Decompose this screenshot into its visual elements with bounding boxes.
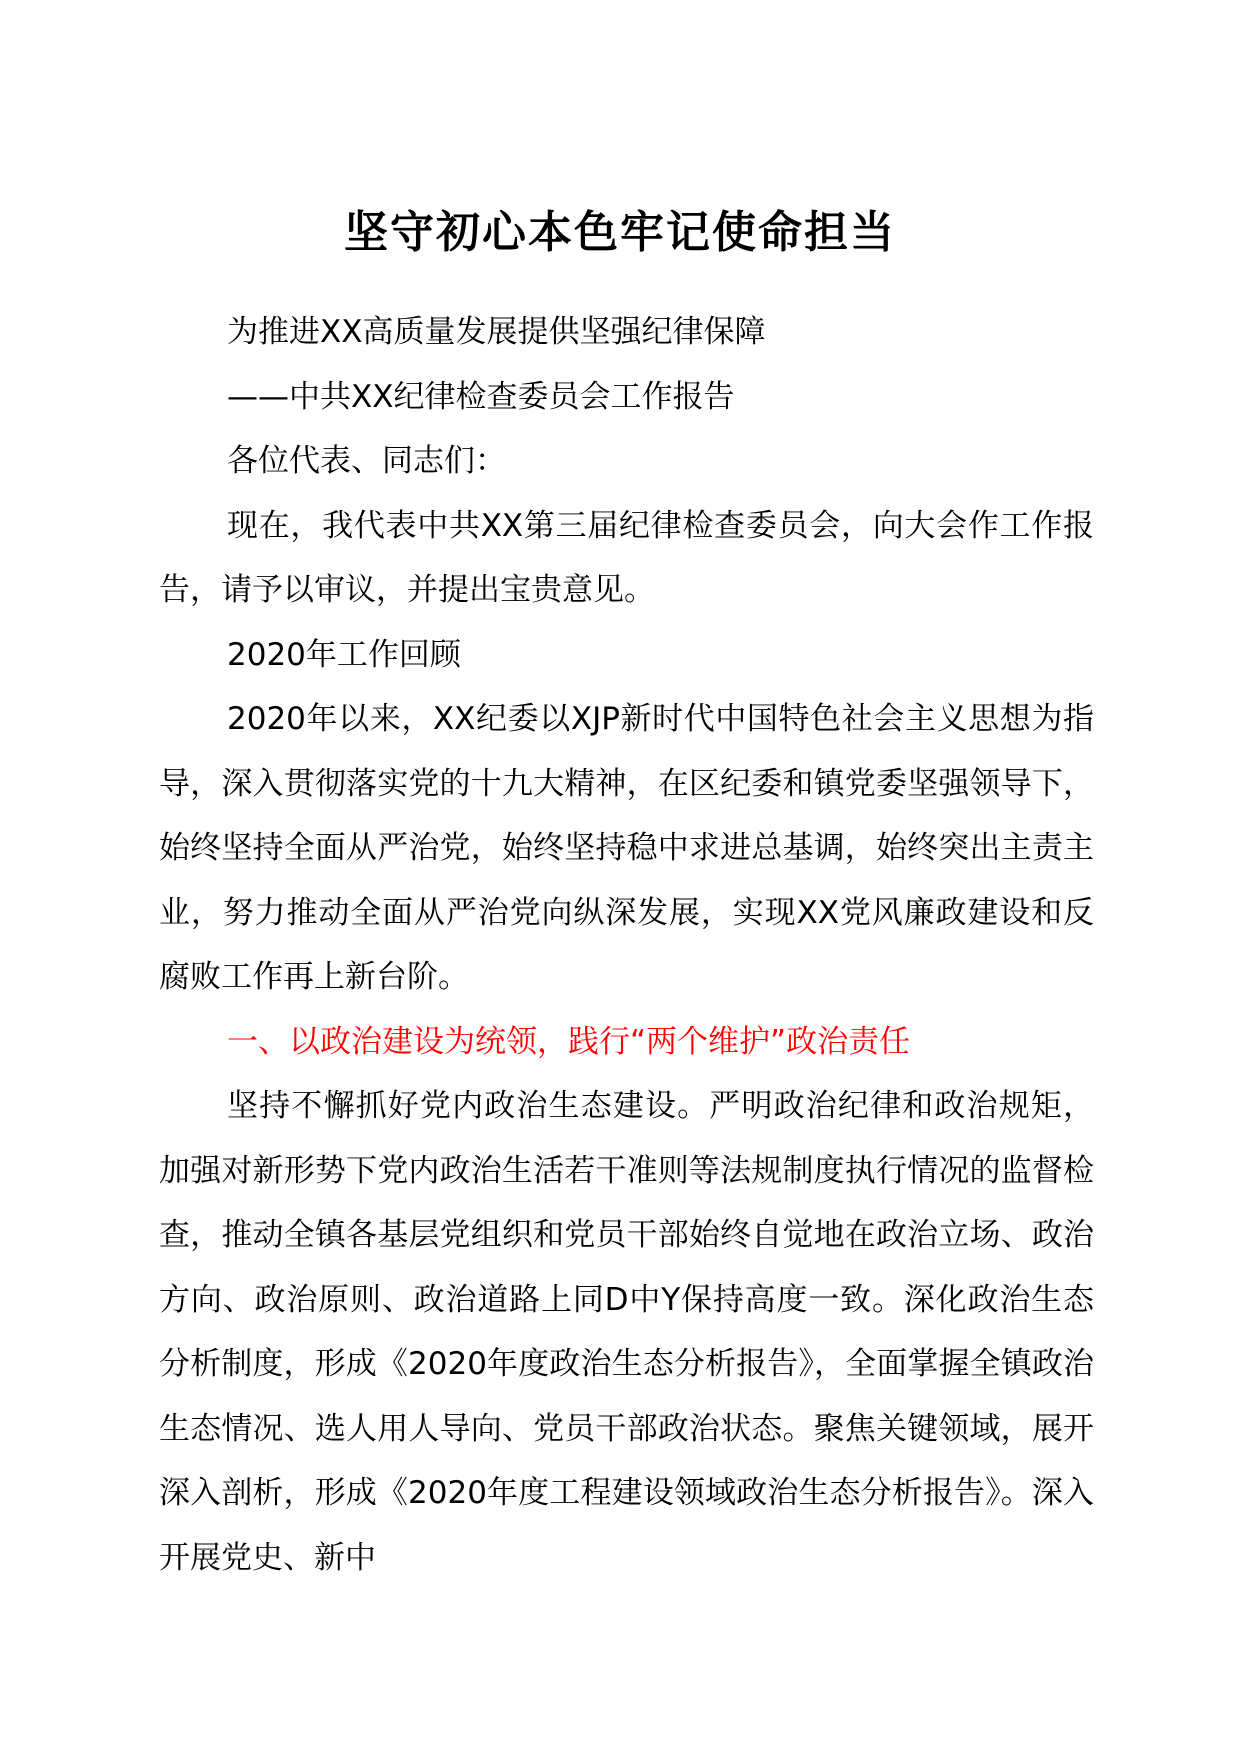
section-paragraph-1: 坚持不懈抓好党内政治生态建设。严明政治纪律和政治规矩，加强对新形势下党内政治生活若干准则等法规制度执行情况的监督检查，推动全镇各基层党组织和党员干部始终自觉地在政治立场、政治方向、政治原则、政治道路上同D中Y保持高度一致。深化政治生态分析制度，形成《2020年度政治生态分析报告》，全面掌握全镇政治生态情况、选人用人导向、党员干部政治状态。聚焦关键领域，展开深入剖析，形成《2020年度工程建设领域政治生态分析报告》。深入开展党史、新中 — [159, 1088, 1094, 1576]
intro-paragraph: 现在，我代表中共XX第三届纪律检查委员会，向大会作工作报告，请予以审议，并提出宝贵意见。 — [159, 507, 1094, 608]
document-body — [159, 300, 1094, 1590]
review-heading: 2020年工作回顾 — [227, 636, 461, 673]
subtitle-line: 为推进XX高质量发展提供坚强纪律保障 — [227, 314, 766, 350]
review-paragraph: 2020年以来，XX纪委以XJP新时代中国特色社会主义思想为指导，深入贯彻落实党的十九大精神，在区纪委和镇党委坚强领导下，始终坚持全面从严治党，始终坚持稳中求进总基调，始终突出主责主业，努力推动全面从严治党向纵深发展，实现XX党风廉政建设和反腐败工作再上新台阶。 — [159, 701, 1094, 995]
byline: ——中共XX纪律检查委员会工作报告 — [227, 378, 735, 415]
document-title: 坚守初心本色牢记使命担当 — [344, 207, 896, 258]
salutation: 各位代表、同志们： — [227, 443, 506, 479]
section-heading-1: 一、以政治建设为统领，践行“两个维护”政治责任 — [227, 1023, 911, 1060]
